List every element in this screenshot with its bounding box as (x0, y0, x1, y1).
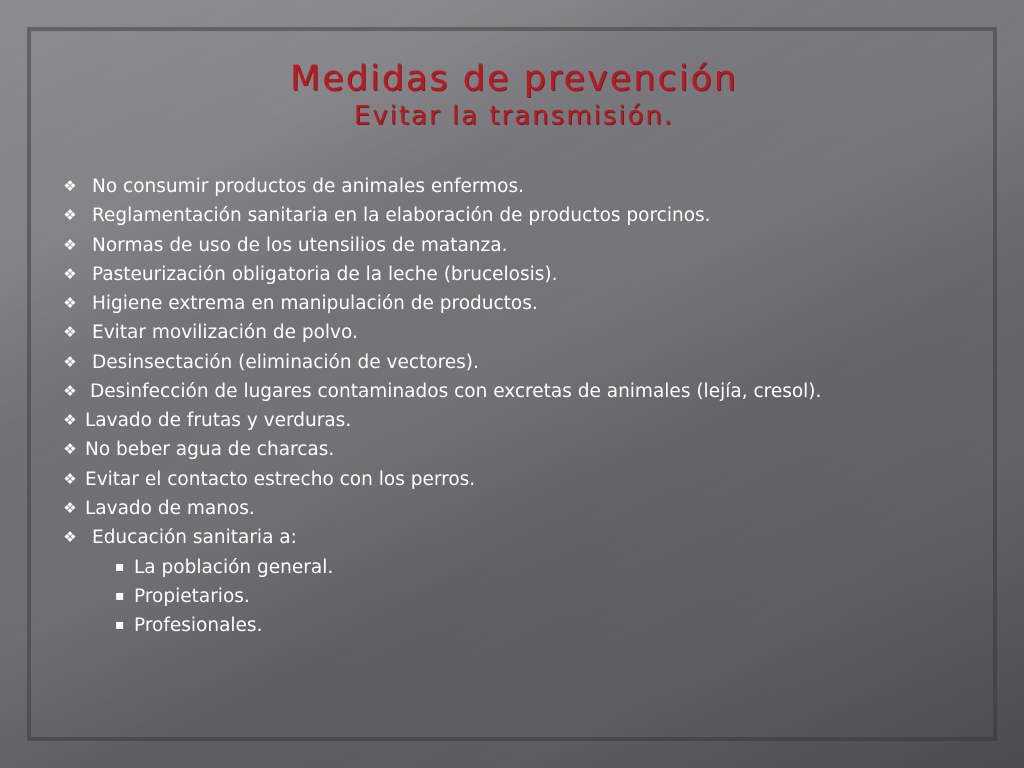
list-item-text: Lavado de frutas y verduras. (85, 410, 352, 432)
diamond-cross-icon: ❖ (63, 206, 77, 225)
diamond-cross-icon: ❖ (63, 528, 77, 547)
list-item-text: Lavado de manos. (85, 497, 255, 519)
list-item-text: Evitar movilización de polvo. (92, 322, 358, 344)
list-item-text: Higiene extrema en manipulación de productos. (92, 293, 538, 315)
list-item-text: No beber agua de charcas. (85, 439, 335, 461)
diamond-cross-icon: ❖ (63, 411, 77, 430)
sub-list-item-text: La población general. (134, 556, 334, 578)
list-item (60, 260, 1000, 289)
list-item-text: Pasteurización obligatoria de la leche (brucelosis). (92, 263, 558, 285)
list-item-text: Desinfección de lugares contaminados con excretas de animales (lejía, cresol). (90, 381, 822, 403)
list-item (60, 465, 1000, 494)
list-item (60, 377, 940, 406)
list-item (60, 348, 1000, 377)
list-item-text: Normas de uso de los utensilios de matanza. (92, 234, 508, 256)
diamond-cross-icon: ❖ (63, 323, 77, 342)
diamond-cross-icon: ❖ (63, 264, 77, 283)
slide-subtitle: Evitar la transmisión. (353, 101, 675, 131)
list-item (60, 231, 1000, 260)
sub-list-item (60, 582, 1000, 611)
title-block (0, 58, 1024, 132)
sub-list-item-text: Propietarios. (134, 585, 250, 607)
list-item (60, 289, 1000, 318)
diamond-cross-icon: ❖ (63, 352, 77, 371)
diamond-cross-icon: ❖ (63, 382, 77, 401)
list-item-text: Desinsectación (eliminación de vectores). (92, 351, 479, 373)
list-item (60, 201, 1000, 230)
list-item (60, 172, 1000, 201)
sub-list-item-text: Profesionales. (134, 615, 263, 637)
diamond-cross-icon: ❖ (63, 469, 77, 488)
list-item (60, 406, 1000, 435)
diamond-cross-icon: ❖ (63, 498, 77, 517)
list-item (60, 318, 1000, 347)
list-item (60, 494, 1000, 523)
prevention-list (60, 172, 1000, 640)
square-dot-icon: ▪ (115, 617, 125, 634)
list-item-text: No consumir productos de animales enfermos. (92, 176, 525, 197)
diamond-cross-icon: ❖ (63, 294, 77, 313)
sub-list-item (60, 611, 1000, 640)
list-item-text: Educación sanitaria a: (92, 527, 297, 549)
list-item (60, 435, 1000, 464)
diamond-cross-icon: ❖ (63, 440, 77, 459)
list-item (60, 523, 1000, 552)
diamond-cross-icon: ❖ (63, 177, 77, 195)
slide-title: Medidas de prevención (290, 59, 738, 99)
square-dot-icon: ▪ (115, 587, 125, 604)
diamond-cross-icon: ❖ (63, 235, 77, 254)
list-item-text: Reglamentación sanitaria en la elaboración de productos porcinos. (92, 205, 711, 227)
sub-list-item (60, 553, 1000, 582)
square-dot-icon: ▪ (115, 558, 125, 575)
list-item-text: Evitar el contacto estrecho con los perros. (85, 468, 476, 490)
